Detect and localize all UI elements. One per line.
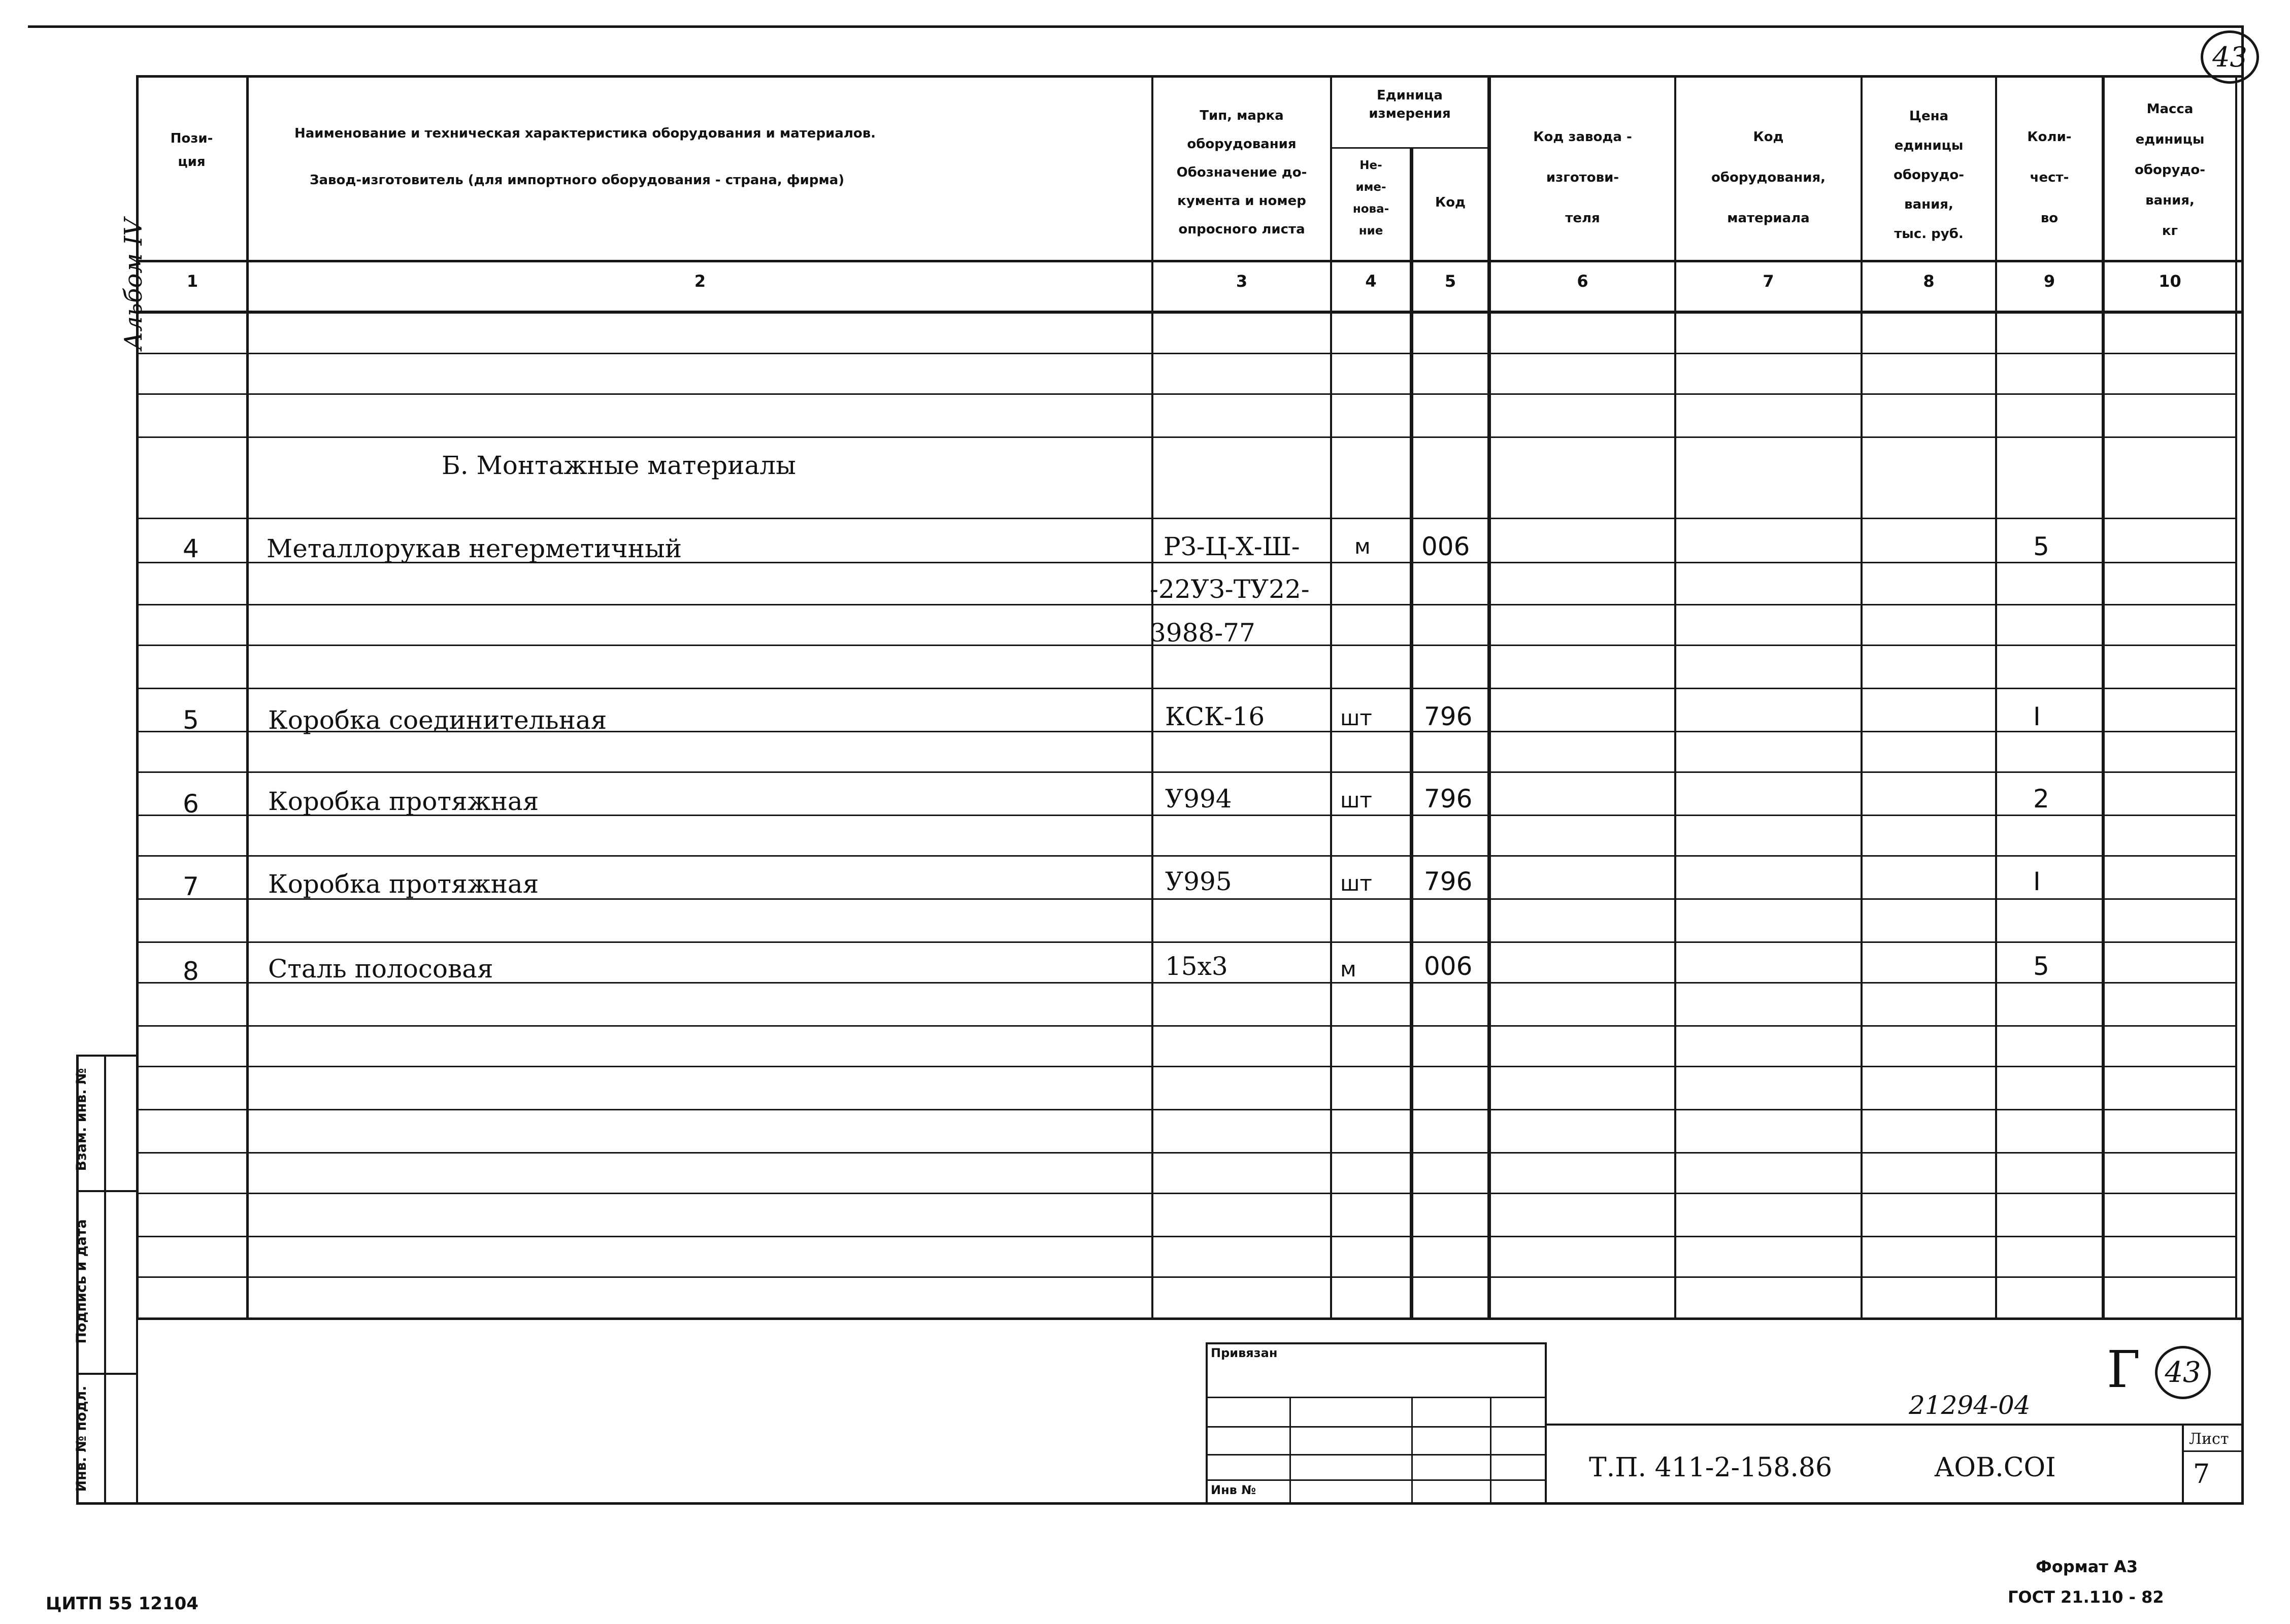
stamp-col-2	[1411, 1397, 1413, 1503]
side-label-inventory: Инв. № подл.	[74, 1385, 89, 1492]
row-unit-code: 796	[1424, 784, 1473, 814]
header-unit-code: Код	[1435, 195, 1466, 210]
side-label-signature: Подпись и дата	[74, 1219, 89, 1344]
row-unit: шт	[1340, 871, 1372, 896]
stamp-col-1	[1289, 1397, 1291, 1503]
colnum-6: 6	[1577, 272, 1588, 291]
row-position: 4	[183, 534, 199, 563]
row-name: Коробка протяжная	[268, 787, 539, 816]
row-quantity: 5	[2033, 532, 2049, 561]
colnum-4: 4	[1365, 272, 1377, 291]
row-name: Сталь полосовая	[268, 954, 493, 984]
frame-bottom-line	[76, 1502, 2244, 1505]
row-unit: м	[1354, 534, 1371, 559]
row-line	[136, 855, 2237, 857]
stamp-row-2	[1206, 1426, 1546, 1428]
sheet-number: 7	[2193, 1459, 2210, 1490]
mark-circle-number: 43	[2165, 1356, 2201, 1389]
colnum-3: 3	[1236, 272, 1248, 291]
row-unit: м	[1340, 957, 1356, 982]
sheet-box-mid	[2182, 1450, 2244, 1452]
row-name: Коробка соединительная	[268, 705, 607, 735]
row-quantity: I	[2033, 867, 2041, 896]
row-quantity: I	[2033, 702, 2041, 731]
row-type-line: -22УЗ-ТУ22-	[1150, 574, 1310, 604]
row-line	[136, 1066, 2237, 1067]
project-code: Т.П. 411-2-158.86	[1589, 1452, 1833, 1483]
header-name-line1: Наименование и техническая характеристика оборудования и материалов.	[294, 126, 876, 141]
footer-format: Формат А3	[2036, 1557, 2138, 1576]
row-line	[136, 1236, 2237, 1237]
table-top-line	[136, 75, 2243, 78]
vline-9	[2102, 75, 2105, 1318]
row-line	[136, 518, 2237, 519]
frame-right-line	[2241, 25, 2244, 1505]
vline-10	[2235, 75, 2237, 1318]
colnum-7: 7	[1763, 272, 1774, 291]
sheet-corner-number: 43	[2212, 41, 2247, 73]
row-type-line: У995	[1165, 867, 1232, 896]
colnum-5: 5	[1444, 272, 1456, 291]
header-bottom-line	[136, 260, 2243, 262]
row-type-line: КСК-16	[1165, 702, 1265, 731]
row-name: Металлорукав негерметичный	[267, 534, 682, 563]
row-line	[136, 1109, 2237, 1110]
row-quantity: 2	[2033, 784, 2049, 814]
row-unit-code: 006	[1424, 952, 1473, 981]
row-position: 6	[183, 789, 199, 819]
header-name-line2: Завод-изготовитель (для импортного оборудования - страна, фирма)	[310, 173, 845, 188]
stamp-col-3	[1490, 1397, 1491, 1503]
colnum-10: 10	[2159, 272, 2181, 291]
section-title: Б. Монтажные материалы	[442, 451, 796, 480]
row-position: 5	[183, 705, 199, 735]
header-position: Пози- ция	[170, 131, 213, 170]
row-line	[136, 436, 2237, 438]
album-label: Альбом IV	[119, 218, 148, 350]
stamp-row-1	[1206, 1397, 1546, 1398]
table-bottom-line	[136, 1317, 2243, 1320]
row-line	[136, 1276, 2237, 1278]
row-unit-code: 796	[1424, 867, 1473, 896]
vline-6	[1674, 75, 1676, 1318]
handwritten-number: 21294-04	[1909, 1391, 2031, 1420]
row-line	[136, 688, 2237, 689]
vline-8	[1995, 75, 1997, 1318]
row-line	[136, 941, 2237, 943]
row-unit-code: 006	[1421, 532, 1470, 561]
sheet-label: Лист	[2189, 1430, 2229, 1448]
row-line	[136, 1193, 2237, 1194]
colnum-bottom-line	[136, 311, 2243, 314]
side-sep-1	[76, 1190, 138, 1192]
row-line	[136, 771, 2237, 773]
header-mass: Масса единицы оборудо- вания, кг	[2134, 101, 2206, 239]
row-type-line: У994	[1165, 784, 1232, 814]
colnum-2: 2	[694, 272, 706, 291]
vline-1	[246, 75, 249, 1318]
document-code: АОВ.СОI	[1934, 1452, 2056, 1483]
stamp-box-top	[1206, 1342, 1546, 1344]
footer-left-code: ЦИТП 55 12104	[46, 1594, 198, 1614]
header-type: Тип, марка оборудования Обозначение до- кумента и номер опросного листа	[1176, 108, 1307, 237]
colnum-8: 8	[1923, 272, 1935, 291]
header-price: Цена единицы оборудо- вания, тыс. руб.	[1893, 109, 1965, 242]
row-line	[136, 1025, 2237, 1027]
colnum-1: 1	[186, 272, 198, 291]
header-factory-code: Код завода - изготови- теля	[1533, 129, 1632, 226]
row-unit: шт	[1340, 788, 1372, 813]
row-name: Коробка протяжная	[268, 869, 539, 899]
row-line	[136, 1152, 2237, 1154]
vline-3	[1330, 75, 1332, 1318]
row-type-line: 3988-77	[1150, 618, 1255, 648]
stamp-row-4	[1206, 1479, 1546, 1481]
row-unit-code: 796	[1424, 702, 1473, 731]
row-type-line: 15х3	[1165, 952, 1228, 981]
colnum-9: 9	[2043, 272, 2055, 291]
header-equipment-code: Код оборудования, материала	[1711, 129, 1826, 226]
header-unit-name: Не- име- нова- ние	[1352, 159, 1389, 238]
row-position: 7	[183, 872, 199, 901]
vline-4	[1410, 147, 1413, 1318]
footer-gost: ГОСТ 21.110 - 82	[2008, 1587, 2164, 1607]
stamp-row-3	[1206, 1454, 1546, 1456]
row-position: 8	[183, 957, 199, 986]
stamp-inv-no: Инв №	[1211, 1483, 1256, 1497]
mark-circle	[2155, 1346, 2211, 1399]
vline-7	[1861, 75, 1863, 1318]
row-line	[136, 353, 2237, 354]
row-line	[136, 393, 2237, 395]
vline-5	[1487, 75, 1491, 1318]
header-unit-group: Единица измерения	[1369, 88, 1451, 121]
row-quantity: 5	[2033, 952, 2049, 981]
vline-2	[1151, 75, 1153, 1318]
row-line	[136, 604, 2237, 605]
mark-letter: Г	[2107, 1340, 2141, 1399]
header-quantity: Коли- чест- во	[2027, 129, 2072, 226]
row-type-line: РЗ-Ц-Х-Ш-	[1164, 532, 1300, 561]
sheet-box-left	[2182, 1424, 2184, 1505]
side-mid-line	[136, 1055, 138, 1505]
side-label-replacement: Взам. инв. №	[74, 1068, 89, 1171]
row-unit: шт	[1340, 705, 1372, 730]
stamp-privyazan: Привязан	[1211, 1346, 1278, 1360]
frame-top-line	[28, 25, 2244, 28]
title-block-top	[1546, 1424, 2244, 1426]
side-right-line	[104, 1055, 106, 1505]
